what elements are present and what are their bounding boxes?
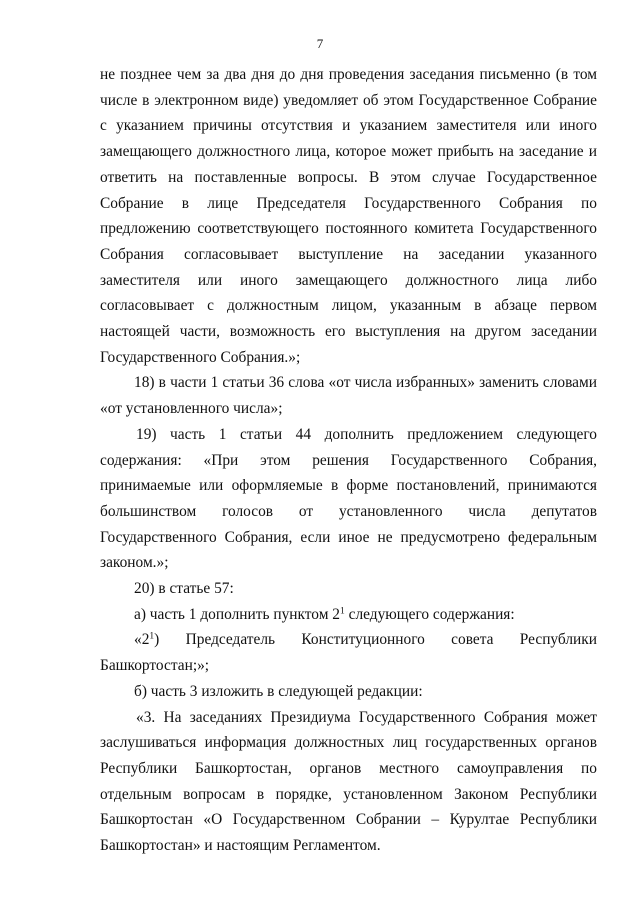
paragraph-item-20: 20) в статье 57: [134, 580, 234, 598]
paragraph-item-20b: б) часть 3 изложить в следующей редакции: [134, 682, 423, 700]
paragraph-item-20a [100, 602, 597, 628]
quote-point-start: «2 [134, 631, 150, 649]
quote-point-text: ) Председатель Конституционного совета Республики [154, 631, 597, 649]
paragraph-continuation: не позднее чем за два дня до дня проведения заседания письменно (в том числе в электронном виде) уведомляет об этом Государственное Собрание с указанием причины отсутствия и указанием заместителя или иного замещающего должностного лица, которое может прибыть на заседание и ответить на поставленные вопросы. В этом случае Государственное Собрание в лице Председателя Государственного Собрания по предложению соответствующего постоянного комитета Государственного Собрания согласовывает выступление на заседании указанного заместителя или иного замещающего должностного лица либо согласовывает с должностным лицом, указанным в абзаце первом настоящей части, возможность его выступления на другом заседании Государственного Собрания.»; [100, 66, 597, 366]
superscript-marker: 1 [149, 630, 155, 642]
item-20a-text-end: следующего содержания: [344, 605, 515, 623]
paragraph-quote-point-2-1-end: Башкортостан;»; [100, 657, 210, 675]
item-20a-text: а) часть 1 дополнить пунктом 2 [134, 605, 340, 623]
paragraph-item-19: 19) часть 1 статьи 44 дополнить предложением следующего содержания: «При этом решения Государственного Собрания, принимаемые или оформляемые в форме постановлений, принимаются большинством голосов от установленного числа депутатов Государственного Собрания, если иное не предусмотрено федеральным законом.»; [100, 425, 597, 572]
page-number: 7 [316, 36, 324, 51]
paragraph-quote-point-2-1 [100, 627, 597, 653]
paragraph-quote-part-3: «3. На заседаниях Президиума Государственного Собрания может заслушиваться информация должностных лиц государственных органов Республики Башкортостан, органов местного самоуправления по отдельным вопросам в порядке, установленном Законом Республики Башкортостан «О Государственном Собрании – Курултае Республики Башкортостан» и настоящим Регламентом. [100, 708, 597, 855]
paragraph-item-18: 18) в части 1 статьи 36 слова «от числа избранных» заменить словами «от установленного числа»; [100, 374, 597, 418]
document-body [100, 62, 597, 859]
superscript-marker: 1 [340, 605, 345, 617]
